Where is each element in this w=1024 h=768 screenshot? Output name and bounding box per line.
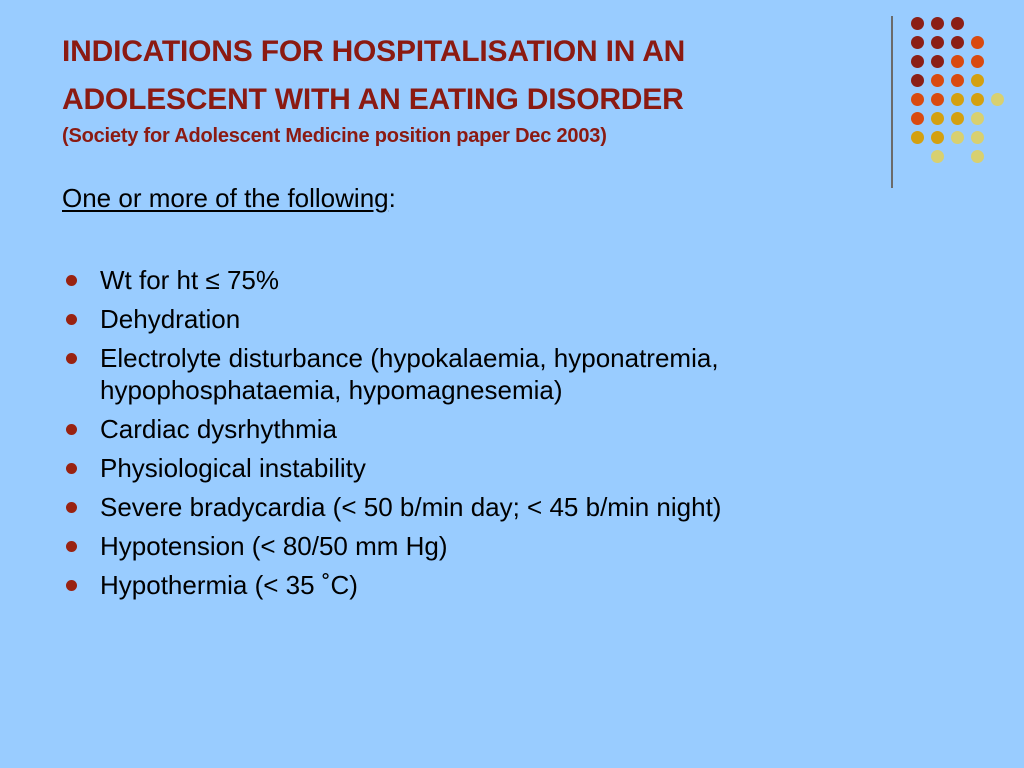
decor-dot [971, 74, 984, 87]
bullet-icon [66, 275, 77, 286]
list-item-text: Electrolyte disturbance (hypokalaemia, hyponatremia, hypophosphataemia, hypomagnesemia) [100, 343, 719, 405]
decor-dot [971, 55, 984, 68]
list-item [60, 303, 960, 335]
list-item-text: Hypotension (< 80/50 mm Hg) [100, 531, 448, 561]
decor-dot [931, 150, 944, 163]
decor-dot [951, 17, 964, 30]
decor-dot [951, 74, 964, 87]
decor-dot [971, 93, 984, 106]
list-item [60, 491, 960, 523]
title-line-1: INDICATIONS FOR HOSPITALISATION IN AN [62, 35, 686, 68]
title-line-2: ADOLESCENT WITH AN EATING DISORDER [62, 83, 684, 116]
decor-dot [911, 93, 924, 106]
bullet-icon [66, 580, 77, 591]
list-item [60, 452, 960, 484]
decor-dot [931, 112, 944, 125]
decor-dot [951, 112, 964, 125]
decor-dot [911, 17, 924, 30]
list-item-text: Hypothermia (< 35 ˚C) [100, 570, 358, 600]
bullet-icon [66, 314, 77, 325]
decor-dot [951, 55, 964, 68]
indication-list [60, 264, 960, 608]
list-item [60, 569, 960, 601]
decor-dot [931, 74, 944, 87]
decor-dot [911, 74, 924, 87]
decor-dot [931, 36, 944, 49]
list-item-text: Wt for ht ≤ 75% [100, 265, 279, 295]
bullet-icon [66, 353, 77, 364]
list-item [60, 342, 960, 406]
decor-dot [951, 36, 964, 49]
list-item [60, 530, 960, 562]
list-item-text: Cardiac dysrhythmia [100, 414, 337, 444]
vertical-divider [891, 16, 893, 188]
list-item-text: Severe bradycardia (< 50 b/min day; < 45 b/min night) [100, 492, 722, 522]
intro-underlined-text: One or more of the following [62, 183, 389, 213]
decor-dot [971, 112, 984, 125]
decor-dot [911, 36, 924, 49]
decor-dot [931, 17, 944, 30]
decor-dot [931, 93, 944, 106]
list-item [60, 264, 960, 296]
slide-subtitle: (Society for Adolescent Medicine position paper Dec 2003) [62, 125, 607, 147]
bullet-icon [66, 502, 77, 513]
bullet-icon [66, 463, 77, 474]
list-item [60, 413, 960, 445]
decor-dot [911, 112, 924, 125]
intro-colon: : [388, 183, 396, 213]
decor-dot [991, 93, 1004, 106]
decor-dot [951, 93, 964, 106]
decor-dot [951, 131, 964, 144]
bullet-icon [66, 541, 77, 552]
decor-dot [931, 55, 944, 68]
slide-title [62, 28, 862, 148]
decor-dot [911, 55, 924, 68]
decor-dot [931, 131, 944, 144]
list-item-text: Dehydration [100, 304, 241, 334]
decor-dot [971, 150, 984, 163]
bullet-icon [66, 424, 77, 435]
decor-dot [911, 131, 924, 144]
decor-dot [971, 36, 984, 49]
list-item-text: Physiological instability [100, 453, 366, 483]
intro-line [62, 180, 396, 216]
decor-dot [971, 131, 984, 144]
